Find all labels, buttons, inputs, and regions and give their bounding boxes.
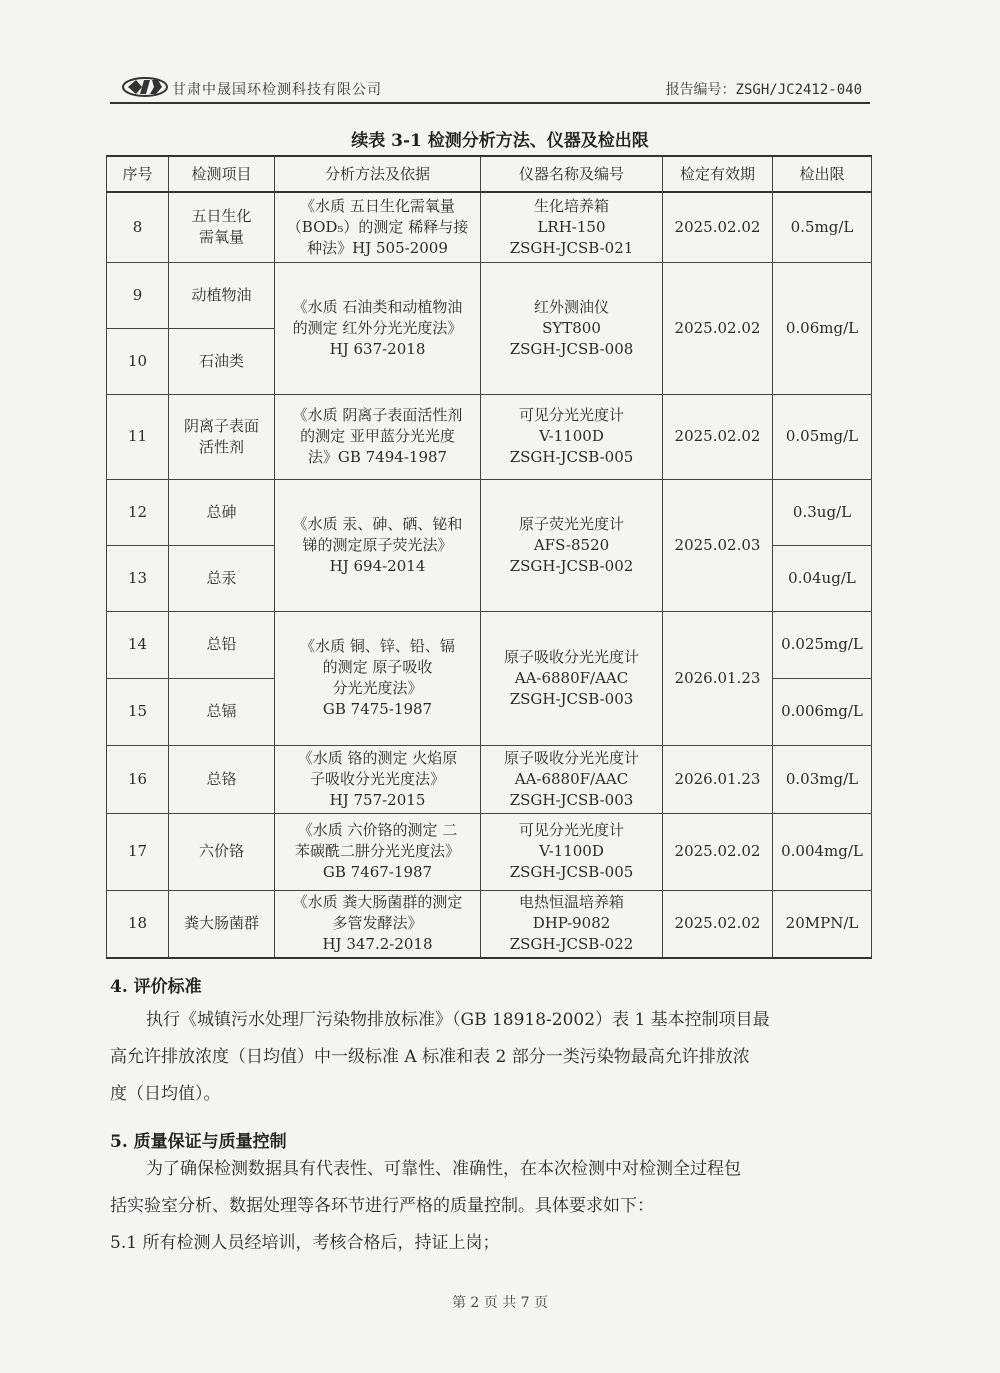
detection-limit: 0.04ug/L: [773, 545, 872, 611]
test-item: 总砷: [169, 479, 275, 545]
row-number: 12: [107, 479, 169, 545]
method: 《水质 粪大肠菌群的测定 多管发酵法》 HJ 347.2-2018: [275, 890, 481, 958]
table-row: [107, 890, 872, 958]
paragraph-line: 执行《城镇污水处理厂污染物排放标准》（GB 18918-2002）表 1 基本控制项目最: [146, 1010, 770, 1030]
row-number: 10: [107, 328, 169, 394]
method: 《水质 铜、锌、铅、镉 的测定 原子吸收 分光光度法》 GB 7475-1987: [275, 611, 481, 745]
header-cell: 分析方法及依据: [275, 156, 481, 192]
header-cell: 仪器名称及编号: [481, 156, 663, 192]
detection-limit: 0.004mg/L: [773, 813, 872, 890]
table-row: [107, 745, 872, 813]
valid-until: 2025.02.02: [663, 192, 773, 262]
valid-until: 2025.02.02: [663, 813, 773, 890]
detection-limit: 0.5mg/L: [773, 192, 872, 262]
instrument: 电热恒温培养箱 DHP-9082 ZSGH-JCSB-022: [481, 890, 663, 958]
table-row: [107, 813, 872, 890]
instrument: 生化培养箱 LRH-150 ZSGH-JCSB-021: [481, 192, 663, 262]
row-number: 15: [107, 678, 169, 745]
company-logo-icon: [120, 76, 170, 98]
valid-until: 2025.02.02: [663, 890, 773, 958]
method: 《水质 阴离子表面活性剂 的测定 亚甲蓝分光光度 法》GB 7494-1987: [275, 394, 481, 479]
row-number: 11: [107, 394, 169, 479]
method: 《水质 汞、砷、硒、铋和 锑的测定原子荧光法》 HJ 694-2014: [275, 479, 481, 611]
header-cell: 检定有效期: [663, 156, 773, 192]
row-number: 8: [107, 192, 169, 262]
paragraph-line: 度（日均值）。: [110, 1084, 221, 1104]
instrument: 红外测油仪 SYT800 ZSGH-JCSB-008: [481, 262, 663, 394]
methods-table: [106, 155, 872, 959]
table-row: [107, 611, 872, 678]
paragraph-line: 高允许排放浓度（日均值）中一级标准 A 标准和表 2 部分一类污染物最高允许排放浓: [110, 1047, 750, 1067]
list-item: 5.1 所有检测人员经培训，考核合格后，持证上岗；: [110, 1233, 500, 1253]
section-5-heading: 5. 质量保证与质量控制: [110, 1132, 287, 1152]
test-item: 动植物油: [169, 262, 275, 328]
row-number: 14: [107, 611, 169, 678]
table-header-row: [107, 156, 872, 192]
test-item: 总镉: [169, 678, 275, 745]
instrument: 原子吸收分光光度计 AA-6880F/AAC ZSGH-JCSB-003: [481, 611, 663, 745]
page-footer: 第 2 页 共 7 页: [451, 1295, 549, 1311]
method: 《水质 石油类和动植物油 的测定 红外分光光度法》 HJ 637-2018: [275, 262, 481, 394]
instrument: 可见分光光度计 V-1100D ZSGH-JCSB-005: [481, 813, 663, 890]
test-item: 阴离子表面 活性剂: [169, 394, 275, 479]
detection-limit: 0.05mg/L: [773, 394, 872, 479]
test-item: 六价铬: [169, 813, 275, 890]
valid-until: 2025.02.02: [663, 262, 773, 394]
test-item: 总汞: [169, 545, 275, 611]
test-item: 粪大肠菌群: [169, 890, 275, 958]
table-row: [107, 262, 872, 328]
section-4-body: [110, 1002, 870, 1113]
detection-limit: 0.03mg/L: [773, 745, 872, 813]
valid-until: 2026.01.23: [663, 611, 773, 745]
company-name: 甘肃中晟国环检测科技有限公司: [172, 82, 382, 98]
method: 《水质 铬的测定 火焰原 子吸收分光光度法》 HJ 757-2015: [275, 745, 481, 813]
instrument: 可见分光光度计 V-1100D ZSGH-JCSB-005: [481, 394, 663, 479]
detection-limit: 0.3ug/L: [773, 479, 872, 545]
table-row: [107, 192, 872, 262]
test-item: 石油类: [169, 328, 275, 394]
valid-until: 2025.02.02: [663, 394, 773, 479]
detection-limit: 0.06mg/L: [773, 262, 872, 394]
paragraph-line: 括实验室分析、数据处理等各环节进行严格的质量控制。具体要求如下：: [110, 1196, 654, 1216]
detection-limit: 0.006mg/L: [773, 678, 872, 745]
row-number: 17: [107, 813, 169, 890]
header-cell: 检出限: [773, 156, 872, 192]
row-number: 9: [107, 262, 169, 328]
row-number: 18: [107, 890, 169, 958]
section-4-heading: 4. 评价标准: [110, 977, 202, 997]
detection-limit: 0.025mg/L: [773, 611, 872, 678]
instrument: 原子荧光光度计 AFS-8520 ZSGH-JCSB-002: [481, 479, 663, 611]
instrument: 原子吸收分光光度计 AA-6880F/AAC ZSGH-JCSB-003: [481, 745, 663, 813]
method: 《水质 五日生化需氧量 （BOD₅）的测定 稀释与接 种法》HJ 505-2009: [275, 192, 481, 262]
test-item: 总铬: [169, 745, 275, 813]
page-header: [110, 74, 870, 104]
table-row: [107, 394, 872, 479]
valid-until: 2025.02.03: [663, 479, 773, 611]
header-cell: 序号: [107, 156, 169, 192]
section-5-body: [110, 1151, 870, 1262]
header-cell: 检测项目: [169, 156, 275, 192]
test-item: 总铅: [169, 611, 275, 678]
table-row: [107, 479, 872, 545]
paragraph-line: 为了确保检测数据具有代表性、可靠性、准确性，在本次检测中对检测全过程包: [146, 1159, 741, 1179]
valid-until: 2026.01.23: [663, 745, 773, 813]
method: 《水质 六价铬的测定 二 苯碳酰二肼分光光度法》 GB 7467-1987: [275, 813, 481, 890]
row-number: 16: [107, 745, 169, 813]
table-caption: 续表 3-1 检测分析方法、仪器及检出限: [351, 131, 649, 151]
report-number: 报告编号：ZSGH/JC2412-040: [665, 82, 862, 98]
test-item: 五日生化 需氧量: [169, 192, 275, 262]
detection-limit: 20MPN/L: [773, 890, 872, 958]
row-number: 13: [107, 545, 169, 611]
